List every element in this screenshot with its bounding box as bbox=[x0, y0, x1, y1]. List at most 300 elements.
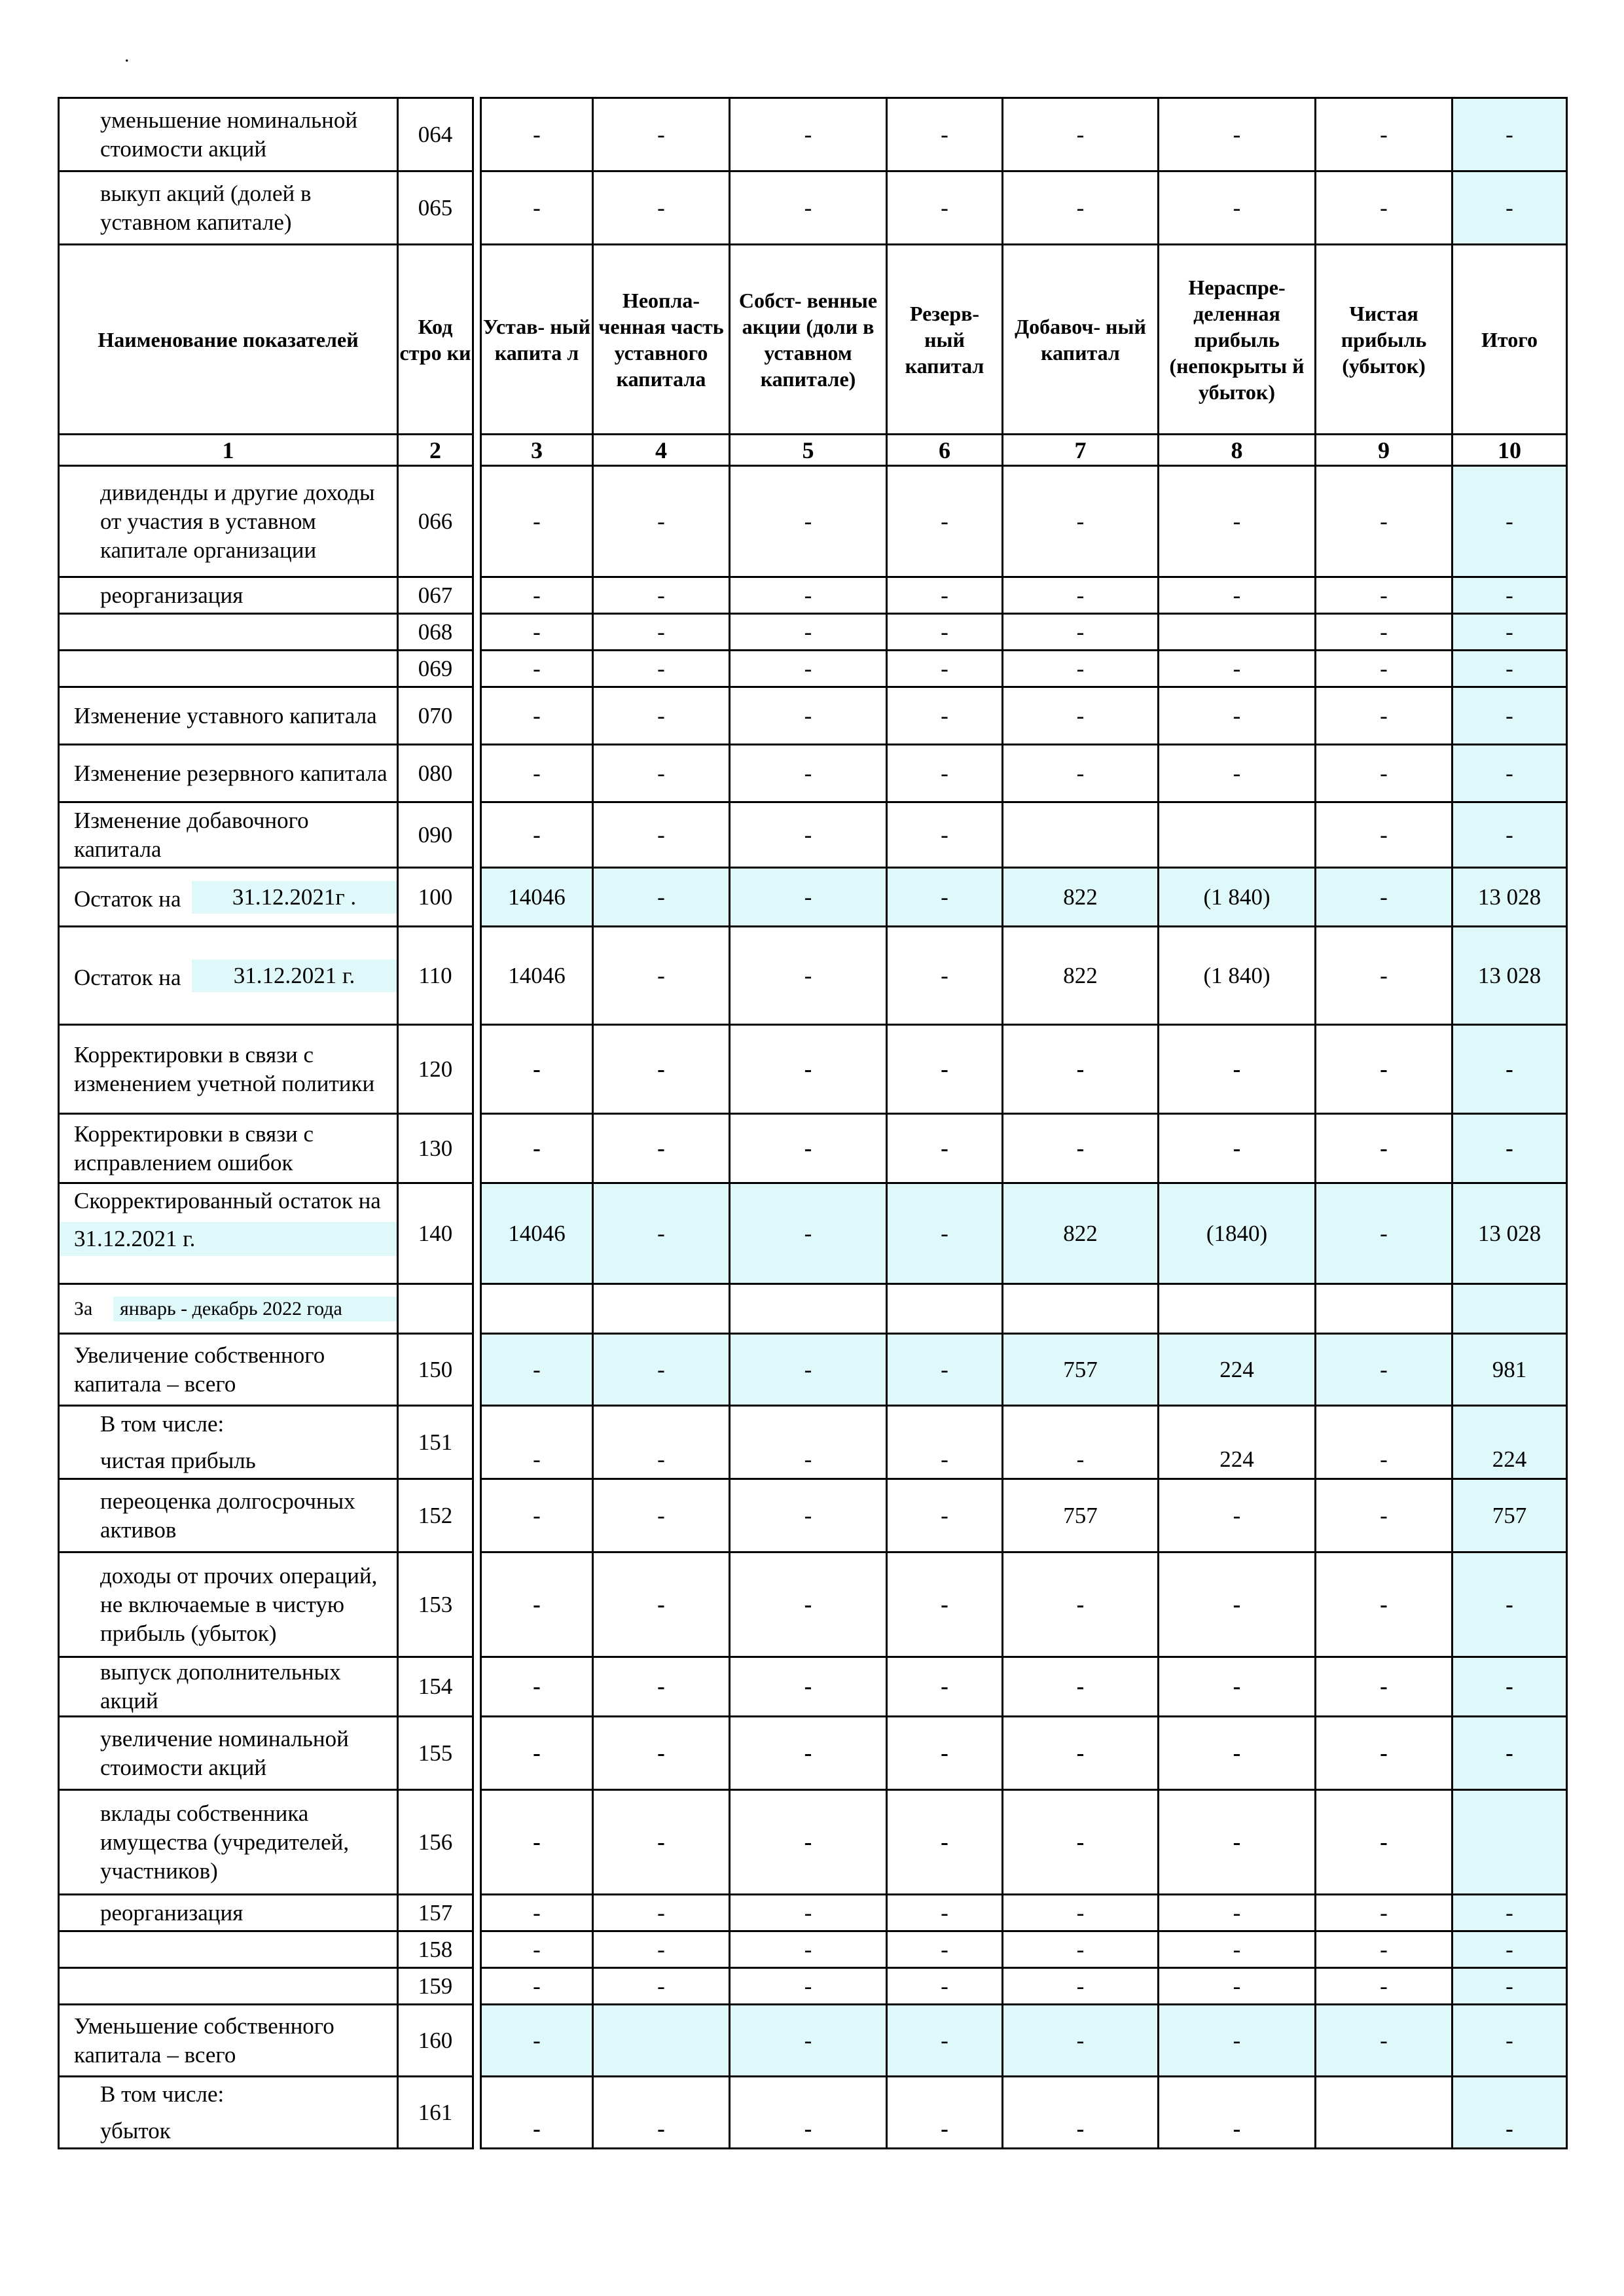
value-col-10: - bbox=[1453, 577, 1567, 614]
header-col-8: Нераспре- деленная прибыль (непокрыты й убыток) bbox=[1159, 245, 1316, 435]
column-number: 4 bbox=[593, 435, 730, 466]
value-col-9: - bbox=[1316, 1406, 1453, 1479]
header-code: Код стро ки bbox=[398, 245, 473, 435]
column-gap bbox=[473, 1790, 481, 1895]
value-col-3: - bbox=[481, 1025, 593, 1114]
value-col-9: - bbox=[1316, 1790, 1453, 1895]
value-col-5: - bbox=[730, 1334, 887, 1406]
column-gap bbox=[473, 745, 481, 802]
value-col-10: - bbox=[1453, 745, 1567, 802]
column-gap bbox=[473, 1717, 481, 1790]
value-col-4: - bbox=[593, 1406, 730, 1479]
column-number: 7 bbox=[1003, 435, 1159, 466]
value-col-5: - bbox=[730, 466, 887, 577]
row-name bbox=[59, 1183, 398, 1284]
value-col-9: - bbox=[1316, 1114, 1453, 1183]
value-col-4 bbox=[593, 2005, 730, 2077]
header-col-6: Резерв- ный капитал bbox=[887, 245, 1003, 435]
column-gap bbox=[473, 98, 481, 171]
value-col-7: - bbox=[1003, 1790, 1159, 1895]
value-col-4: - bbox=[593, 2077, 730, 2149]
value-col-5: - bbox=[730, 1717, 887, 1790]
row-name-text: Остаток на bbox=[74, 964, 181, 990]
row-151 bbox=[59, 1406, 1567, 1479]
column-gap bbox=[473, 614, 481, 651]
value-col-3: - bbox=[481, 1334, 593, 1406]
value-col-10: - bbox=[1453, 1657, 1567, 1717]
row-code: 064 bbox=[398, 98, 473, 171]
header-col-9: Чистая прибыль (убыток) bbox=[1316, 245, 1453, 435]
value-col-8: - bbox=[1159, 171, 1316, 245]
value-col-4: - bbox=[593, 171, 730, 245]
value-col-6: - bbox=[887, 1657, 1003, 1717]
row-name: Уменьшение собственного капитала – всего bbox=[59, 2005, 398, 2077]
value-col-7: 822 bbox=[1003, 927, 1159, 1025]
value-col-4: - bbox=[593, 927, 730, 1025]
value-col-6: - bbox=[887, 1552, 1003, 1657]
column-gap bbox=[473, 2077, 481, 2149]
value-col-3: 14046 bbox=[481, 1183, 593, 1284]
value-col-4: - bbox=[593, 614, 730, 651]
row-name bbox=[59, 1968, 398, 2005]
column-number: 5 bbox=[730, 435, 887, 466]
value-col-6: - bbox=[887, 466, 1003, 577]
column-gap bbox=[473, 1657, 481, 1717]
row-code: 068 bbox=[398, 614, 473, 651]
value-col-8: - bbox=[1159, 1479, 1316, 1552]
row-code: 150 bbox=[398, 1334, 473, 1406]
row-160 bbox=[59, 2005, 1567, 2077]
row-154 bbox=[59, 1657, 1567, 1717]
row-161 bbox=[59, 2077, 1567, 2149]
value-col-4: - bbox=[593, 1790, 730, 1895]
period-cell bbox=[1316, 1284, 1453, 1334]
value-col-6: - bbox=[887, 577, 1003, 614]
column-gap bbox=[473, 1479, 481, 1552]
value-col-5: - bbox=[730, 802, 887, 868]
row-code: 158 bbox=[398, 1931, 473, 1968]
value-col-4: - bbox=[593, 1657, 730, 1717]
value-col-3: - bbox=[481, 2077, 593, 2149]
value-col-7: 822 bbox=[1003, 1183, 1159, 1284]
row-090 bbox=[59, 802, 1567, 868]
value-col-8: - bbox=[1159, 1717, 1316, 1790]
row-name: Изменение резервного капитала bbox=[59, 745, 398, 802]
value-col-5: - bbox=[730, 98, 887, 171]
row-150 bbox=[59, 1334, 1567, 1406]
row-159 bbox=[59, 1968, 1567, 2005]
value-col-4: - bbox=[593, 802, 730, 868]
value-col-9: - bbox=[1316, 1334, 1453, 1406]
row-name: Изменение добавочного капитала bbox=[59, 802, 398, 868]
value-col-6: - bbox=[887, 2077, 1003, 2149]
value-col-5: - bbox=[730, 651, 887, 687]
value-col-6: - bbox=[887, 802, 1003, 868]
value-col-9: - bbox=[1316, 466, 1453, 577]
column-gap bbox=[473, 802, 481, 868]
value-col-10: - bbox=[1453, 687, 1567, 745]
row-code: 130 bbox=[398, 1114, 473, 1183]
value-col-10: - bbox=[1453, 1931, 1567, 1968]
value-col-3: - bbox=[481, 577, 593, 614]
row-155 bbox=[59, 1717, 1567, 1790]
value-col-5: - bbox=[730, 1406, 887, 1479]
period-cell bbox=[1453, 1284, 1567, 1334]
value-col-7: - bbox=[1003, 1931, 1159, 1968]
value-col-3: - bbox=[481, 687, 593, 745]
value-col-10: - bbox=[1453, 1114, 1567, 1183]
row-name: Корректировки в связи с изменением учетной политики bbox=[59, 1025, 398, 1114]
value-col-8 bbox=[1159, 614, 1316, 651]
column-gap bbox=[473, 1406, 481, 1479]
value-col-9: - bbox=[1316, 98, 1453, 171]
value-col-8: (1840) bbox=[1159, 1183, 1316, 1284]
column-gap bbox=[473, 1114, 481, 1183]
column-gap bbox=[473, 1968, 481, 2005]
page-mark: . bbox=[124, 45, 130, 66]
row-code: 065 bbox=[398, 171, 473, 245]
value-col-9: - bbox=[1316, 927, 1453, 1025]
value-col-8: 224 bbox=[1159, 1406, 1316, 1479]
row-prefix: В том числе: bbox=[100, 2081, 225, 2107]
row-name: реорганизация bbox=[59, 1895, 398, 1931]
value-col-8: - bbox=[1159, 1657, 1316, 1717]
row-code: 067 bbox=[398, 577, 473, 614]
column-gap bbox=[473, 927, 481, 1025]
row-code: 100 bbox=[398, 868, 473, 927]
value-col-8: - bbox=[1159, 1790, 1316, 1895]
column-gap bbox=[473, 651, 481, 687]
row-067 bbox=[59, 577, 1567, 614]
row-name-text: Остаток на bbox=[74, 886, 181, 912]
header-col-7: Добавоч- ный капитал bbox=[1003, 245, 1159, 435]
value-col-7: - bbox=[1003, 1657, 1159, 1717]
value-col-7: - bbox=[1003, 171, 1159, 245]
value-col-10: 13 028 bbox=[1453, 927, 1567, 1025]
column-gap bbox=[473, 1025, 481, 1114]
value-col-9: - bbox=[1316, 1552, 1453, 1657]
value-col-9: - bbox=[1316, 651, 1453, 687]
value-col-10: - bbox=[1453, 1717, 1567, 1790]
period-row bbox=[59, 1284, 1567, 1334]
value-col-3: - bbox=[481, 1657, 593, 1717]
value-col-4: - bbox=[593, 466, 730, 577]
value-col-4: - bbox=[593, 1114, 730, 1183]
value-col-8 bbox=[1159, 802, 1316, 868]
value-col-6: - bbox=[887, 1334, 1003, 1406]
value-col-7: - bbox=[1003, 614, 1159, 651]
row-code: 110 bbox=[398, 927, 473, 1025]
value-col-3: - bbox=[481, 1406, 593, 1479]
column-gap bbox=[473, 435, 481, 466]
row-name: реорганизация bbox=[59, 577, 398, 614]
equity-statement-table bbox=[58, 97, 1568, 2149]
column-number: 2 bbox=[398, 435, 473, 466]
value-col-4: - bbox=[593, 1552, 730, 1657]
value-col-7: - bbox=[1003, 1968, 1159, 2005]
value-col-5: - bbox=[730, 1114, 887, 1183]
value-col-10: - bbox=[1453, 171, 1567, 245]
value-col-7: - bbox=[1003, 466, 1159, 577]
row-code: 120 bbox=[398, 1025, 473, 1114]
row-code: 160 bbox=[398, 2005, 473, 2077]
row-name bbox=[59, 927, 398, 1025]
row-070 bbox=[59, 687, 1567, 745]
value-col-4: - bbox=[593, 1025, 730, 1114]
value-col-6: - bbox=[887, 98, 1003, 171]
row-code: 152 bbox=[398, 1479, 473, 1552]
value-col-5: - bbox=[730, 2005, 887, 2077]
row-064 bbox=[59, 98, 1567, 171]
value-col-3: 14046 bbox=[481, 868, 593, 927]
value-col-3: - bbox=[481, 802, 593, 868]
row-name: переоценка долгосрочных активов bbox=[59, 1479, 398, 1552]
column-number: 10 bbox=[1453, 435, 1567, 466]
row-code: 159 bbox=[398, 1968, 473, 2005]
row-name: уменьшение номинальной стоимости акций bbox=[59, 98, 398, 171]
value-col-9: - bbox=[1316, 868, 1453, 927]
column-gap bbox=[473, 577, 481, 614]
value-col-3: - bbox=[481, 651, 593, 687]
row-100 bbox=[59, 868, 1567, 927]
value-col-3: - bbox=[481, 1479, 593, 1552]
value-col-3: - bbox=[481, 614, 593, 651]
value-col-3: - bbox=[481, 2005, 593, 2077]
row-066 bbox=[59, 466, 1567, 577]
value-col-8: - bbox=[1159, 2005, 1316, 2077]
column-number: 8 bbox=[1159, 435, 1316, 466]
column-gap bbox=[473, 1334, 481, 1406]
value-col-3: - bbox=[481, 1895, 593, 1931]
value-col-7: 757 bbox=[1003, 1479, 1159, 1552]
value-col-7: - bbox=[1003, 1114, 1159, 1183]
column-gap bbox=[473, 687, 481, 745]
value-col-3: - bbox=[481, 1114, 593, 1183]
row-code: 066 bbox=[398, 466, 473, 577]
value-col-3: - bbox=[481, 171, 593, 245]
period-cell bbox=[1003, 1284, 1159, 1334]
period-cell bbox=[887, 1284, 1003, 1334]
row-name-text: Скорректированный остаток на bbox=[74, 1188, 381, 1213]
value-col-6: - bbox=[887, 868, 1003, 927]
row-name-text: убыток bbox=[100, 2117, 171, 2144]
value-col-10: - bbox=[1453, 98, 1567, 171]
value-col-8: (1 840) bbox=[1159, 868, 1316, 927]
row-code: 140 bbox=[398, 1183, 473, 1284]
value-col-7: 757 bbox=[1003, 1334, 1159, 1406]
value-col-10: - bbox=[1453, 2005, 1567, 2077]
row-name: дивиденды и другие доходы от участия в уставном капитале организации bbox=[59, 466, 398, 577]
period-cell bbox=[1159, 1284, 1316, 1334]
value-col-4: - bbox=[593, 1931, 730, 1968]
row-code: 156 bbox=[398, 1790, 473, 1895]
value-col-5: - bbox=[730, 614, 887, 651]
value-col-3: 14046 bbox=[481, 927, 593, 1025]
column-gap bbox=[473, 1183, 481, 1284]
column-gap bbox=[473, 868, 481, 927]
row-name: Увеличение собственного капитала – всего bbox=[59, 1334, 398, 1406]
header-row bbox=[59, 245, 1567, 435]
column-gap bbox=[473, 1931, 481, 1968]
value-col-6: - bbox=[887, 1895, 1003, 1931]
value-col-10 bbox=[1453, 1790, 1567, 1895]
value-col-5: - bbox=[730, 1479, 887, 1552]
value-col-6: - bbox=[887, 1114, 1003, 1183]
value-col-5: - bbox=[730, 1657, 887, 1717]
value-col-4: - bbox=[593, 1717, 730, 1790]
row-name: доходы от прочих операций, не включаемые в чистую прибыль (убыток) bbox=[59, 1552, 398, 1657]
value-col-10: - bbox=[1453, 2077, 1567, 2149]
value-col-7: - bbox=[1003, 1717, 1159, 1790]
value-col-8: - bbox=[1159, 1025, 1316, 1114]
value-col-8: - bbox=[1159, 1931, 1316, 1968]
balance-date: 31.12.2021 г. bbox=[60, 1222, 397, 1256]
row-code: 155 bbox=[398, 1717, 473, 1790]
value-col-9: - bbox=[1316, 1025, 1453, 1114]
value-col-3: - bbox=[481, 98, 593, 171]
value-col-9: - bbox=[1316, 1479, 1453, 1552]
value-col-6: - bbox=[887, 927, 1003, 1025]
value-col-4: - bbox=[593, 1479, 730, 1552]
row-code: 069 bbox=[398, 651, 473, 687]
period-prefix: За bbox=[74, 1297, 93, 1319]
value-col-10: - bbox=[1453, 1025, 1567, 1114]
value-col-4: - bbox=[593, 745, 730, 802]
row-name bbox=[59, 1406, 398, 1479]
row-158 bbox=[59, 1931, 1567, 1968]
value-col-7: - bbox=[1003, 577, 1159, 614]
value-col-10: - bbox=[1453, 651, 1567, 687]
header-col-10: Итого bbox=[1453, 245, 1567, 435]
value-col-9: - bbox=[1316, 1657, 1453, 1717]
row-name-text: чистая прибыль bbox=[100, 1447, 256, 1473]
value-col-5: - bbox=[730, 1790, 887, 1895]
value-col-8: - bbox=[1159, 687, 1316, 745]
period-cell bbox=[730, 1284, 887, 1334]
column-gap bbox=[473, 171, 481, 245]
row-code: 070 bbox=[398, 687, 473, 745]
value-col-8: - bbox=[1159, 1114, 1316, 1183]
value-col-10: 13 028 bbox=[1453, 868, 1567, 927]
value-col-10: 981 bbox=[1453, 1334, 1567, 1406]
value-col-6: - bbox=[887, 1183, 1003, 1284]
row-065 bbox=[59, 171, 1567, 245]
value-col-3: - bbox=[481, 1931, 593, 1968]
value-col-4: - bbox=[593, 687, 730, 745]
row-name: Изменение уставного капитала bbox=[59, 687, 398, 745]
value-col-10: - bbox=[1453, 614, 1567, 651]
balance-date: 31.12.2021г . bbox=[192, 881, 397, 914]
row-name: выпуск дополнительных акций bbox=[59, 1657, 398, 1717]
header-col-3: Устав- ный капита л bbox=[481, 245, 593, 435]
value-col-3: - bbox=[481, 1552, 593, 1657]
value-col-9 bbox=[1316, 2077, 1453, 2149]
value-col-8: - bbox=[1159, 2077, 1316, 2149]
value-col-4: - bbox=[593, 577, 730, 614]
period-text: январь - декабрь 2022 года bbox=[113, 1297, 397, 1321]
value-col-4: - bbox=[593, 1183, 730, 1284]
value-col-7: - bbox=[1003, 2077, 1159, 2149]
row-152 bbox=[59, 1479, 1567, 1552]
value-col-9: - bbox=[1316, 171, 1453, 245]
value-col-10: - bbox=[1453, 466, 1567, 577]
value-col-7 bbox=[1003, 802, 1159, 868]
value-col-5: - bbox=[730, 687, 887, 745]
value-col-8: (1 840) bbox=[1159, 927, 1316, 1025]
value-col-4: - bbox=[593, 651, 730, 687]
value-col-8: - bbox=[1159, 98, 1316, 171]
value-col-7: - bbox=[1003, 745, 1159, 802]
value-col-9: - bbox=[1316, 687, 1453, 745]
header-name: Наименование показателей bbox=[59, 245, 398, 435]
value-col-6: - bbox=[887, 687, 1003, 745]
value-col-3: - bbox=[481, 1790, 593, 1895]
row-068 bbox=[59, 614, 1567, 651]
value-col-7: - bbox=[1003, 1025, 1159, 1114]
value-col-10: 757 bbox=[1453, 1479, 1567, 1552]
value-col-3: - bbox=[481, 1717, 593, 1790]
value-col-4: - bbox=[593, 98, 730, 171]
value-col-6: - bbox=[887, 614, 1003, 651]
row-name: увеличение номинальной стоимости акций bbox=[59, 1717, 398, 1790]
value-col-3: - bbox=[481, 466, 593, 577]
row-name bbox=[59, 868, 398, 927]
value-col-10: - bbox=[1453, 1552, 1567, 1657]
value-col-7: - bbox=[1003, 1552, 1159, 1657]
header-col-5: Собст- венные акции (доли в уставном капитале) bbox=[730, 245, 887, 435]
value-col-8: - bbox=[1159, 651, 1316, 687]
value-col-6: - bbox=[887, 1931, 1003, 1968]
value-col-5: - bbox=[730, 171, 887, 245]
value-col-5: - bbox=[730, 1183, 887, 1284]
row-140 bbox=[59, 1183, 1567, 1284]
value-col-9: - bbox=[1316, 1895, 1453, 1931]
value-col-8: - bbox=[1159, 1895, 1316, 1931]
value-col-5: - bbox=[730, 745, 887, 802]
header-col-4: Неопла- ченная часть уставного капитала bbox=[593, 245, 730, 435]
column-gap bbox=[473, 466, 481, 577]
row-prefix: В том числе: bbox=[100, 1410, 225, 1437]
row-code: 153 bbox=[398, 1552, 473, 1657]
value-col-4: - bbox=[593, 1334, 730, 1406]
column-number: 3 bbox=[481, 435, 593, 466]
value-col-5: - bbox=[730, 927, 887, 1025]
column-gap bbox=[473, 1284, 481, 1334]
row-069 bbox=[59, 651, 1567, 687]
row-153 bbox=[59, 1552, 1567, 1657]
value-col-5: - bbox=[730, 2077, 887, 2149]
value-col-9: - bbox=[1316, 745, 1453, 802]
value-col-9: - bbox=[1316, 577, 1453, 614]
column-gap bbox=[473, 2005, 481, 2077]
value-col-8: - bbox=[1159, 577, 1316, 614]
column-gap bbox=[473, 245, 481, 435]
value-col-9: - bbox=[1316, 1183, 1453, 1284]
value-col-5: - bbox=[730, 1552, 887, 1657]
row-080 bbox=[59, 745, 1567, 802]
value-col-9: - bbox=[1316, 614, 1453, 651]
row-120 bbox=[59, 1025, 1567, 1114]
period-code bbox=[398, 1284, 473, 1334]
row-110 bbox=[59, 927, 1567, 1025]
column-number-row bbox=[59, 435, 1567, 466]
value-col-9: - bbox=[1316, 802, 1453, 868]
column-number: 1 bbox=[59, 435, 398, 466]
value-col-7: - bbox=[1003, 687, 1159, 745]
column-gap bbox=[473, 1895, 481, 1931]
value-col-8: - bbox=[1159, 1552, 1316, 1657]
row-name: Корректировки в связи с исправлением ошибок bbox=[59, 1114, 398, 1183]
